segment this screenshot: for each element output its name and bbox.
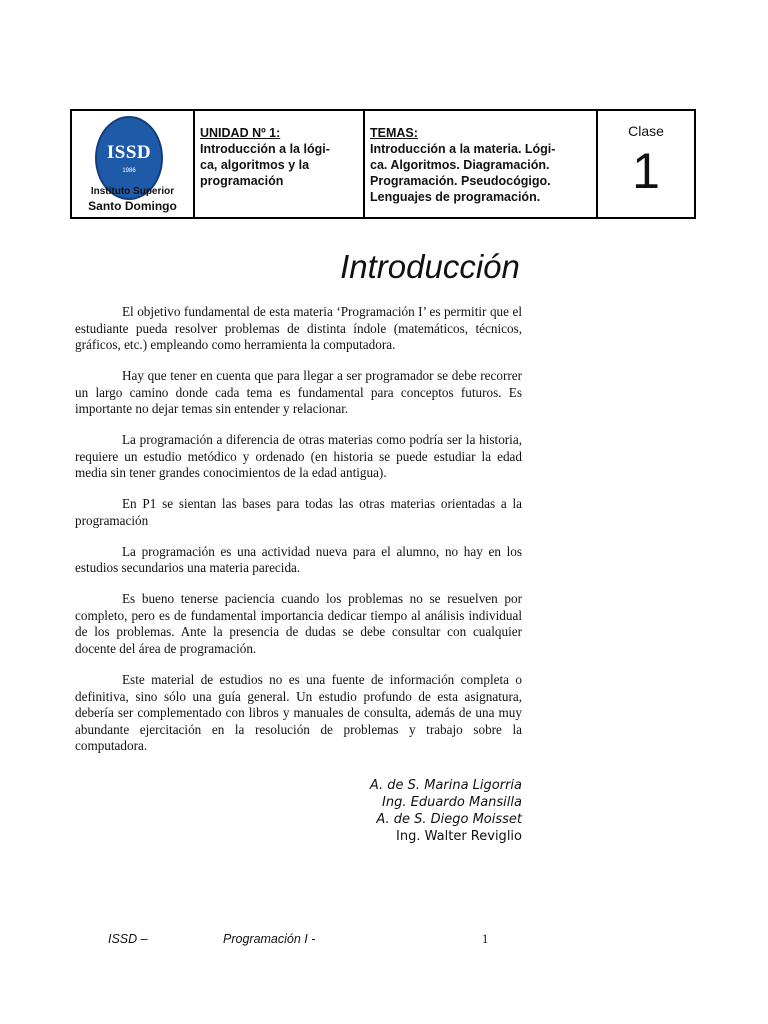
temas-line: Introducción a la materia. Lógi- [370, 142, 556, 156]
paragraph: El objetivo fundamental de esta materia ‘Programación I’ es permitir que el estudiante pueda resolver problemas de distinta índole (matemáticos, técnicos, gráficos, etc.) empleando como herramienta la computadora. [75, 304, 522, 352]
unit-line: programación [200, 174, 284, 188]
footer-institute: ISSD – [108, 932, 148, 946]
logo-caption-institute: Instituto Superior [90, 186, 175, 197]
page-title: Introducción [340, 248, 520, 285]
paragraph: Es bueno tenerse paciencia cuando los problemas no se resuelven por completo, pero es de fundamental importancia dedicar tiempo al análisis individual de los problemas. Ante la presencia de dudas se debe consultar con cualquier docente del área de programación. [75, 591, 522, 656]
clase-cell [596, 111, 694, 217]
paragraph: Este material de estudios no es una fuente de información completa o definitiva, sino sólo una guía general. Un estudio profundo de esta asignatura, debería ser complementado con libros y manuales de consulta, además de una muy abundante ejercitación en la resolución de problemas y trabajo sobre la computadora. [75, 672, 522, 754]
temas-line: Programación. Pseudocógigo. [370, 174, 551, 188]
signature-line: A. de S. Marina Ligorria [369, 778, 522, 793]
page-number: 1 [482, 932, 489, 946]
temas-line: ca. Algoritmos. Diagramación. [370, 158, 550, 172]
temas-line: Lenguajes de programación. [370, 190, 541, 204]
header-table [70, 109, 696, 219]
unit-heading: UNIDAD Nº 1: [200, 126, 281, 140]
body-text [75, 304, 522, 769]
logo-caption-name: Santo Domingo [88, 199, 177, 213]
unit-line: Introducción a la lógi- [200, 142, 330, 156]
logo-cell [72, 111, 193, 217]
clase-number: 1 [632, 143, 660, 199]
signature-line: Ing. Eduardo Mansilla [382, 795, 522, 810]
signature-line: A. de S. Diego Moisset [376, 812, 522, 827]
footer-course: Programación I - [223, 932, 316, 946]
unit-line: ca, algoritmos y la [200, 158, 310, 172]
logo-year: 1986 [122, 168, 136, 174]
paragraph: La programación es una actividad nueva para el alumno, no hay en los estudios secundarios una materia parecida. [75, 543, 522, 576]
temas-heading: TEMAS: [370, 126, 418, 140]
clase-label: Clase [628, 123, 664, 139]
paragraph: Hay que tener en cuenta que para llegar a ser programador se debe recorrer un largo camino donde cada tema es fundamental para conceptos futuros. Es importante no dejar temas sin entender y relacionar. [75, 368, 522, 417]
logo-text: ISSD [106, 142, 152, 163]
paragraph: En P1 se sientan las bases para todas las otras materias orientadas a la programación [75, 496, 522, 528]
temas-cell [363, 111, 596, 217]
signatures [280, 777, 522, 845]
paragraph: La programación a diferencia de otras materias como podría ser la historia, requiere un estudio metódico y ordenado (en historia se puede estudiar la edad media sin tener grandes conocimientos de la edad antigua). [75, 432, 522, 481]
unit-cell [193, 111, 363, 217]
signature-line: Ing. Walter Reviglio [396, 829, 522, 844]
